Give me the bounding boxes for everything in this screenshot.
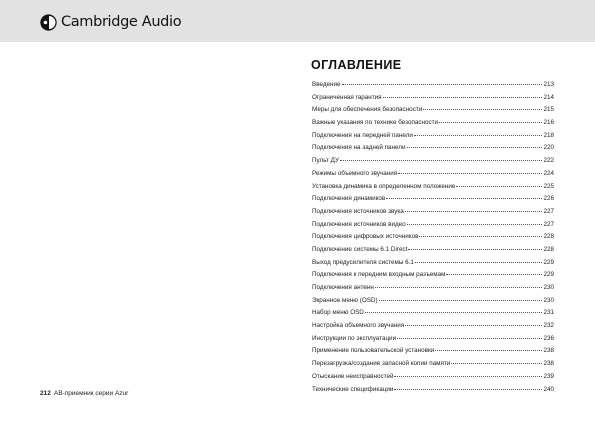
- toc-entry[interactable]: [312, 360, 554, 373]
- toc-dot-leader: [414, 135, 543, 136]
- toc-dot-leader: [423, 109, 542, 110]
- toc-dot-leader: [435, 350, 542, 351]
- toc-list: [312, 81, 554, 398]
- toc-dot-leader: [375, 287, 543, 288]
- page-number: 212: [40, 390, 51, 397]
- toc-entry-label: Подключения цифровых источников: [312, 233, 419, 241]
- toc-entry-page: 214: [543, 93, 554, 101]
- toc-dot-leader: [340, 160, 543, 161]
- toc-dot-leader: [383, 97, 543, 98]
- toc-entry[interactable]: [312, 347, 554, 360]
- toc-entry-label: Применение пользовательской установки: [312, 347, 435, 355]
- toc-entry[interactable]: [312, 322, 554, 335]
- toc-entry-page: 239: [543, 372, 554, 380]
- toc-dot-leader: [405, 211, 543, 212]
- toc-entry-label: Подключение системы 6.1 Direct: [312, 245, 408, 253]
- toc-entry-page: 229: [543, 258, 554, 266]
- toc-entry-page: 230: [543, 296, 554, 304]
- toc-entry[interactable]: [312, 373, 554, 386]
- toc-entry-label: Экранное меню (OSD): [312, 296, 378, 304]
- footer-text: АВ-приемник серии Azur: [53, 390, 129, 397]
- toc-entry-page: 224: [543, 169, 554, 177]
- toc-dot-leader: [456, 186, 542, 187]
- toc-dot-leader: [379, 300, 543, 301]
- toc-entry-page: 240: [543, 385, 554, 393]
- header-band: [0, 0, 595, 42]
- brand-logo: [40, 12, 181, 32]
- toc-entry-label: Выход предусилителя системы 6.1: [312, 258, 414, 266]
- toc-dot-leader: [394, 376, 542, 377]
- toc-entry[interactable]: [312, 94, 554, 107]
- toc-entry-page: 232: [543, 322, 554, 330]
- toc-entry[interactable]: [312, 246, 554, 259]
- toc-dot-leader: [397, 338, 542, 339]
- toc-entry-label: Технические спецификации: [312, 385, 394, 393]
- toc-entry-page: 229: [543, 271, 554, 279]
- toc-entry[interactable]: [312, 106, 554, 119]
- toc-entry[interactable]: [312, 259, 554, 272]
- brand-name: Cambridge Audio: [61, 14, 182, 30]
- toc-dot-leader: [439, 122, 542, 123]
- toc-entry-label: Меры для обеспечения безопасности: [312, 106, 423, 114]
- toc-entry-label: Подключения источников видео: [312, 220, 406, 228]
- toc-title: ОГЛАВЛЕНИЕ: [311, 58, 402, 72]
- toc-entry[interactable]: [312, 221, 554, 234]
- toc-entry-page: 238: [543, 347, 554, 355]
- toc-entry-page: 216: [543, 119, 554, 127]
- toc-entry[interactable]: [312, 284, 554, 297]
- toc-entry-page: 238: [543, 360, 554, 368]
- toc-entry-label: Инструкции по эксплуатации: [312, 334, 397, 342]
- toc-entry-label: Перезагрузка/создание запасной копии памяти: [312, 360, 451, 368]
- toc-dot-leader: [419, 236, 542, 237]
- cambridge-audio-logo-icon: [40, 14, 57, 31]
- toc-entry[interactable]: [312, 386, 554, 399]
- toc-entry-page: 236: [543, 334, 554, 342]
- toc-entry[interactable]: [312, 132, 554, 145]
- toc-entry-label: Режимы объемного звучания: [312, 169, 398, 177]
- toc-entry-label: Отыскание неисправностей: [312, 372, 394, 380]
- toc-entry[interactable]: [312, 271, 554, 284]
- toc-dot-leader: [446, 274, 542, 275]
- toc-entry-page: 226: [543, 195, 554, 203]
- toc-dot-leader: [398, 173, 542, 174]
- toc-dot-leader: [386, 198, 542, 199]
- toc-entry-label: Введение: [312, 81, 341, 88]
- toc-entry-page: 215: [543, 106, 554, 114]
- toc-entry-label: Подключения к передним входным разъемам: [312, 271, 446, 279]
- toc-entry-label: Набор меню OSD: [312, 309, 364, 317]
- toc-entry-label: Подключения антенн: [312, 284, 374, 291]
- toc-entry-label: Установка динамика в определенном положение: [312, 182, 456, 190]
- toc-entry[interactable]: [312, 119, 554, 132]
- toc-dot-leader: [405, 325, 542, 326]
- toc-entry-label: Настройка объемного звучания: [312, 322, 405, 330]
- toc-dot-leader: [451, 363, 542, 364]
- toc-entry[interactable]: [312, 183, 554, 196]
- toc-dot-leader: [407, 224, 543, 225]
- toc-entry-label: Подключения на задней панели: [312, 144, 406, 152]
- toc-entry-page: 228: [543, 233, 554, 241]
- toc-entry[interactable]: [312, 208, 554, 221]
- toc-dot-leader: [415, 262, 543, 263]
- toc-entry[interactable]: [312, 195, 554, 208]
- toc-entry-label: Подключения источников звука: [312, 207, 404, 215]
- toc-entry-page: 227: [543, 207, 554, 215]
- toc-entry[interactable]: [312, 309, 554, 322]
- toc-entry-label: Важные указания по технике безопасности: [312, 119, 439, 127]
- toc-entry[interactable]: [312, 170, 554, 183]
- toc-dot-leader: [394, 389, 542, 390]
- toc-entry-page: 218: [543, 131, 554, 139]
- toc-dot-leader: [342, 84, 543, 85]
- toc-entry-label: Пульт ДУ: [312, 157, 339, 165]
- page-footer: [40, 390, 128, 397]
- toc-entry[interactable]: [312, 144, 554, 157]
- toc-entry[interactable]: [312, 81, 554, 94]
- toc-dot-leader: [365, 312, 543, 313]
- toc-entry-page: 220: [543, 144, 554, 152]
- toc-dot-leader: [407, 147, 543, 148]
- toc-entry-page: 225: [543, 182, 554, 190]
- toc-entry-page: 231: [543, 309, 554, 317]
- toc-entry-page: 230: [543, 284, 554, 291]
- toc-entry-page: 213: [543, 81, 554, 88]
- toc-entry[interactable]: [312, 297, 554, 310]
- toc-entry-label: Ограниченная гарантия: [312, 93, 382, 101]
- toc-entry-label: Подключения динамиков: [312, 195, 386, 203]
- toc-entry-page: 228: [543, 245, 554, 253]
- toc-entry-label: Подключения на передней панели: [312, 131, 413, 139]
- toc-entry[interactable]: [312, 335, 554, 348]
- toc-dot-leader: [408, 249, 542, 250]
- toc-entry-page: 227: [543, 220, 554, 228]
- toc-entry[interactable]: [312, 233, 554, 246]
- toc-entry[interactable]: [312, 157, 554, 170]
- toc-entry-page: 222: [543, 157, 554, 165]
